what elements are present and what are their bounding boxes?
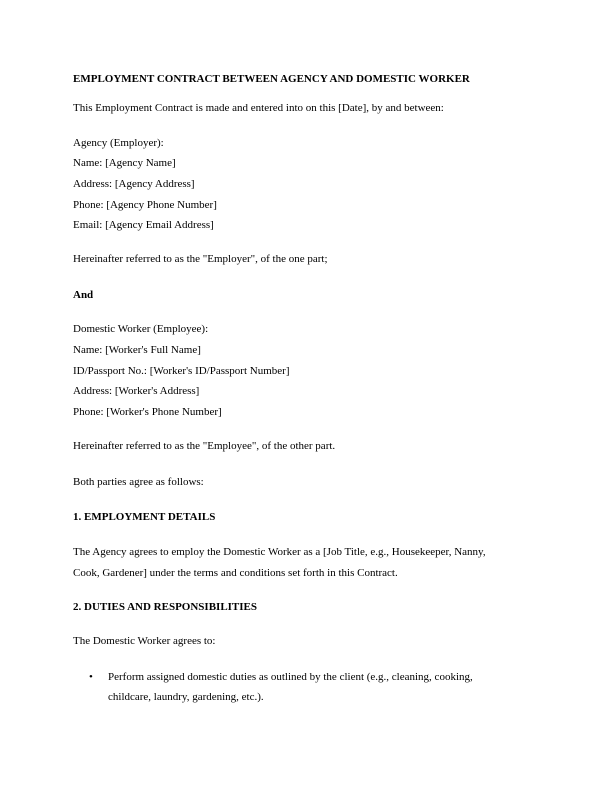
section1-paragraph-line1: The Agency agrees to employ the Domestic Worker as a [Job Title, e.g., Housekeeper, Nanny,: [73, 546, 486, 558]
worker-name: Name: [Worker's Full Name]: [73, 344, 201, 356]
worker-heading: Domestic Worker (Employee):: [73, 323, 209, 335]
bullet-marker: •: [89, 671, 93, 683]
section2-heading: 2. DUTIES AND RESPONSIBILITIES: [73, 601, 258, 613]
agency-address: Address: [Agency Address]: [73, 178, 195, 190]
employee-reference: Hereinafter referred to as the "Employee", of the other part.: [73, 440, 336, 452]
section1-heading: 1. EMPLOYMENT DETAILS: [73, 511, 216, 523]
bullet1-line2: childcare, laundry, gardening, etc.).: [108, 691, 264, 703]
worker-phone: Phone: [Worker's Phone Number]: [73, 406, 222, 418]
document-title: EMPLOYMENT CONTRACT BETWEEN AGENCY AND DOMESTIC WORKER: [73, 73, 470, 85]
and-separator: And: [73, 289, 94, 301]
employer-reference: Hereinafter referred to as the "Employer", of the one part;: [73, 253, 328, 265]
intro-paragraph: This Employment Contract is made and entered into on this [Date], by and between:: [73, 102, 444, 114]
section1-paragraph-line2: Cook, Gardener] under the terms and conditions set forth in this Contract.: [73, 567, 398, 579]
agency-heading: Agency (Employer):: [73, 137, 164, 149]
agency-phone: Phone: [Agency Phone Number]: [73, 199, 217, 211]
bullet1-line1: Perform assigned domestic duties as outlined by the client (e.g., cleaning, cooking,: [108, 671, 473, 683]
agency-name: Name: [Agency Name]: [73, 157, 176, 169]
agreement-statement: Both parties agree as follows:: [73, 476, 204, 488]
agency-email: Email: [Agency Email Address]: [73, 219, 214, 231]
worker-id: ID/Passport No.: [Worker's ID/Passport Number]: [73, 365, 290, 377]
section2-intro: The Domestic Worker agrees to:: [73, 635, 216, 647]
worker-address: Address: [Worker's Address]: [73, 385, 200, 397]
